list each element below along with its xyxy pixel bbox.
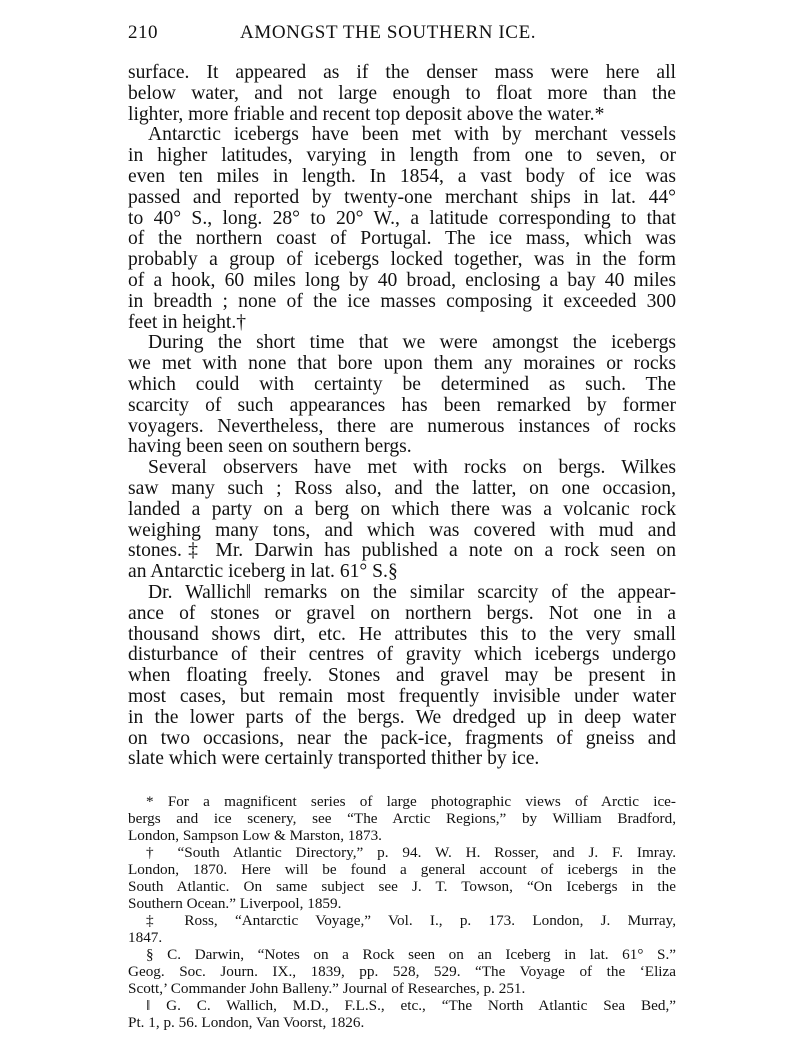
paragraph-line: to 40° S., long. 28° to 20° W., a latitude corresponding to that (128, 207, 676, 229)
footnote-line: Pt. 1, p. 56. London, Van Voorst, 1826. (128, 1014, 365, 1031)
paragraph-line: of the northern coast of Portugal. The ice mass, which was (128, 228, 676, 250)
footnote-line: bergs and ice scenery, see “The Arctic Regions,” by William Bradford, (128, 810, 676, 827)
footnote-line: ‖ G. C. Wallich, M.D., F.L.S., etc., “The North Atlantic Sea Bed,” (146, 997, 676, 1014)
footnote-line: § C. Darwin, “Notes on a Rock seen on an Iceberg in lat. 61° S.” (146, 946, 676, 963)
footnote-line: 1847. (128, 929, 163, 946)
running-title: AMONGST THE SOUTHERN ICE. (240, 22, 537, 43)
paragraph-line: weighing many tons, and which was covered with mud and (128, 519, 676, 541)
footnote-line: † “South Atlantic Directory,” p. 94. W. H. Rosser, and J. F. Imray. (146, 844, 676, 861)
paragraph-line: Several observers have met with rocks on bergs. Wilkes (148, 457, 676, 479)
footnote-line: * For a magnificent series of large photographic views of Arctic ice- (146, 793, 676, 810)
paragraph-line: lighter, more friable and recent top deposit above the water.* (128, 103, 605, 125)
footnote-line: London, Sampson Low & Marston, 1873. (128, 827, 382, 844)
paragraph-line: saw many such ; Ross also, and the latter, on one occasion, (128, 477, 676, 499)
paragraph-line: in the lower parts of the bergs. We dredged up in deep water (128, 706, 676, 728)
paragraph-line: thousand shows dirt, etc. He attributes this to the very small (128, 623, 676, 645)
paragraph-line: disturbance of their centres of gravity which icebergs undergo (128, 644, 676, 666)
footnote-line: South Atlantic. On same subject see J. T. Towson, “On Icebergs in the (128, 878, 676, 895)
paragraph-line: below water, and not large enough to float more than the (128, 82, 676, 104)
paragraph-line: an Antarctic iceberg in lat. 61° S.§ (128, 561, 398, 583)
paragraph-line: scarcity of such appearances has been remarked by former (128, 394, 676, 416)
paragraph-line: on two occasions, near the pack-ice, fragments of gneiss and (128, 727, 676, 749)
footnote-line: Geog. Soc. Journ. IX., 1839, pp. 528, 529. “The Voyage of the ‘Eliza (128, 963, 676, 980)
paragraph-line: Antarctic icebergs have been met with by merchant vessels (148, 124, 676, 146)
paragraph-line: even ten miles in length. In 1854, a vast body of ice was (128, 165, 676, 187)
main-text (128, 63, 676, 770)
footnote-line: London, 1870. Here will be found a general account of icebergs in the (128, 861, 676, 878)
paragraph-line: slate which were certainly transported thither by ice. (128, 748, 540, 770)
paragraph-line: feet in height.† (128, 311, 247, 333)
paragraph-line: ance of stones or gravel on northern bergs. Not one in a (128, 602, 676, 624)
footnote-line: Southern Ocean.” Liverpool, 1859. (128, 895, 342, 912)
paragraph-line: surface. It appeared as if the denser mass were here all (128, 62, 676, 83)
paragraph-line: voyagers. Nevertheless, there are numerous instances of rocks (128, 415, 676, 437)
paragraph-line: most cases, but remain most frequently invisible under water (128, 685, 676, 707)
footnotes (128, 793, 676, 1031)
paragraph-line: landed a party on a berg on which there was a volcanic rock (128, 498, 676, 520)
page-header (128, 22, 680, 48)
footnote-line: Scott,’ Commander John Balleny.” Journal of Researches, p. 251. (128, 980, 526, 997)
paragraph-line: in breadth ; none of the ice masses composing it exceeded 300 (128, 290, 676, 312)
paragraph-line: of a hook, 60 miles long by 40 broad, enclosing a bay 40 miles (128, 269, 676, 291)
paragraph-line: which could with certainty be determined as such. The (128, 373, 676, 395)
page-number: 210 (128, 22, 158, 43)
paragraph-line: we met with none that bore upon them any moraines or rocks (128, 353, 676, 375)
paragraph-line: in higher latitudes, varying in length from one to seven, or (128, 145, 676, 167)
footnote-line: ‡ Ross, “Antarctic Voyage,” Vol. I., p. 173. London, J. Murray, (146, 912, 676, 929)
paragraph-line: when floating freely. Stones and gravel may be present in (128, 665, 676, 687)
paragraph-line: Dr. Wallich‖ remarks on the similar scarcity of the appear- (148, 581, 676, 603)
paragraph-line: stones.‡ Mr. Darwin has published a note on a rock seen on (128, 540, 676, 562)
paragraph-line: probably a group of icebergs locked together, was in the form (128, 249, 676, 271)
paragraph-line: During the short time that we were amongst the icebergs (148, 332, 676, 354)
paragraph-line: having been seen on southern bergs. (128, 436, 412, 458)
paragraph-line: passed and reported by twenty-one merchant ships in lat. 44° (128, 186, 676, 208)
